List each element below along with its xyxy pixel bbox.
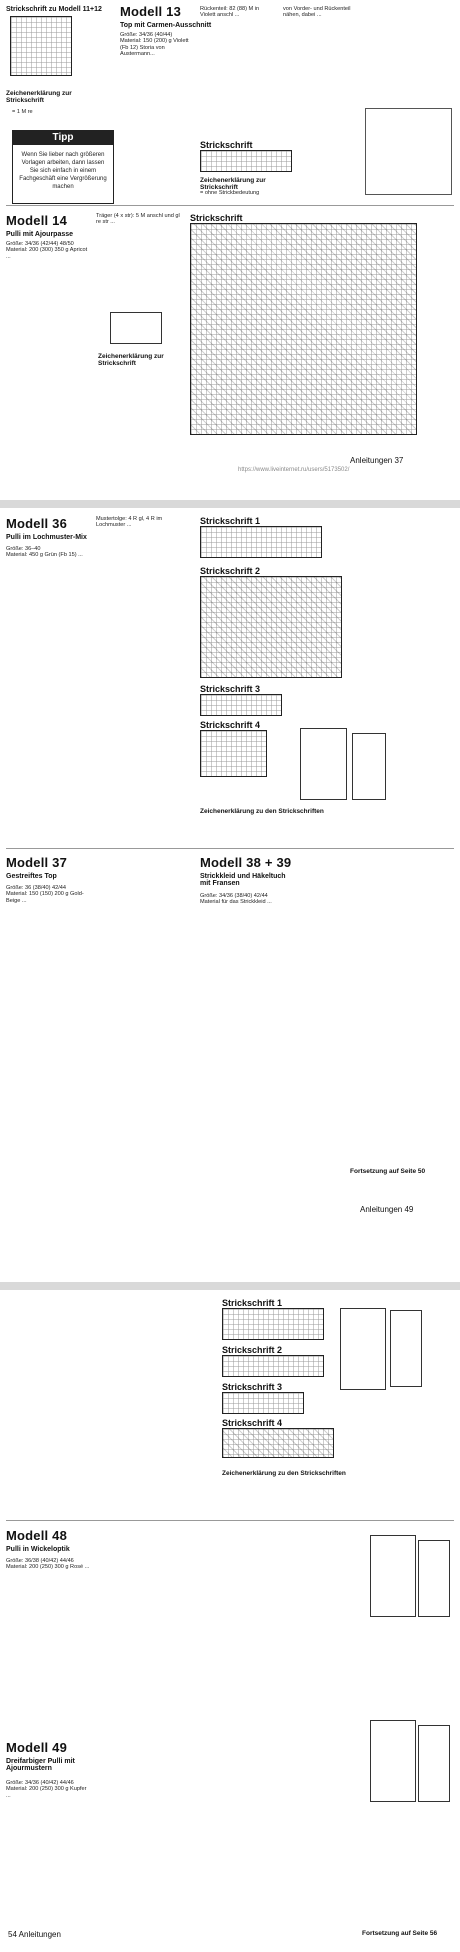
p54-chart-4 <box>222 1428 334 1458</box>
fortsetzung-49: Fortsetzung auf Seite 50 <box>350 1168 426 1175</box>
strickschrift-chart <box>200 150 292 172</box>
modell-36-text: Größe: 36–40 Material: 450 g Grün (Fb 15) ... <box>6 546 83 559</box>
modell-14-subtitle: Pulli mit Ajourpasse <box>6 231 74 238</box>
p54-schnitt-aermel-2 <box>418 1540 450 1617</box>
page-49 <box>0 508 460 1282</box>
p54-chart-3 <box>222 1392 304 1414</box>
modell-49-subtitle: Dreifarbiger Pulli mit Ajourmustern <box>6 1758 75 1772</box>
p54-schnitt-vorderteil-3 <box>370 1720 416 1802</box>
p54-strickschrift-4: Strickschrift 4 <box>222 1418 283 1428</box>
tip-title: Tipp <box>13 131 113 145</box>
p54-schnitt-vorderteil-2 <box>370 1535 416 1617</box>
divider <box>6 1520 454 1521</box>
tip-text: Wenn Sie lieber nach größeren Vorlagen arbeiten, dann lassen Sie sich einfach in einem Fachgeschäft eine Vergrößerung machen <box>19 152 109 190</box>
source-url: https://www.liveinternet.ru/users/5173502/ <box>238 467 350 473</box>
strickschrift-3-chart <box>200 694 282 716</box>
left-legend-title: Zeichenerklärung zur Strickschrift <box>6 90 72 104</box>
modell-37-subtitle: Gestreiftes Top <box>6 873 57 880</box>
modell-14-text: Größe: 34/36 (42/44) 48/50 Material: 200 (300) 350 g Apricot ... <box>6 241 88 260</box>
page-separator <box>0 500 460 508</box>
strickschrift-2-chart <box>200 576 342 678</box>
modell-14-text-2: Träger (4 x str): 5 M anschl und gl re str ... <box>96 213 182 226</box>
strickschrift-1-chart <box>200 526 322 558</box>
p54-col3b-text <box>186 1528 270 1928</box>
modell-14-title: Modell 14 <box>6 213 68 228</box>
modell-48-title: Modell 48 <box>6 1528 68 1543</box>
strickschrift-2-title: Strickschrift 2 <box>200 566 261 576</box>
p54-col2-text <box>96 1298 180 1508</box>
modell-36-text-2: Mustertolge: 4 R gl, 4 R im Lochmuster ... <box>96 516 164 529</box>
p54-strickschrift-2: Strickschrift 2 <box>222 1345 283 1355</box>
p54-col2b-text <box>96 1528 180 1928</box>
p54-chart-2 <box>222 1355 324 1377</box>
modell-13-title: Modell 13 <box>120 4 182 19</box>
modell-38-39-text: Größe: 34/36 (38/40) 42/44 Material für das Strickkleid ... <box>200 893 272 906</box>
schnitt-aermel <box>352 733 386 800</box>
modell-38-39-subtitle: Strickkleid und Häkeltuch mit Fransen <box>200 873 286 887</box>
p54-schnitt-vorderteil <box>340 1308 386 1390</box>
schnitt-vorderteil <box>300 728 347 800</box>
pattern-legend-item: = ohne Strickbedeutung <box>200 190 260 196</box>
strickschrift-3-title: Strickschrift 3 <box>200 684 261 694</box>
modell-36-title: Modell 36 <box>6 516 68 531</box>
p54-legend-title: Zeichenerklärung zu den Strickschriften <box>222 1470 346 1477</box>
modell-14-legend-items <box>98 371 183 446</box>
p54-chart-1 <box>222 1308 324 1340</box>
p54-schnitt-aermel-3 <box>418 1725 450 1802</box>
p54-strickschrift-1: Strickschrift 1 <box>222 1298 283 1308</box>
page-footer-54: 54 Anleitungen <box>8 1930 61 1939</box>
modell-49-text: Größe: 34/36 (40/42) 44/46 Material: 200 (250) 300 g Kupfer ... <box>6 1780 87 1799</box>
fortsetzung-54: Fortsetzung auf Seite 56 <box>362 1930 438 1937</box>
page-footer-49: Anleitungen 49 <box>360 1205 414 1214</box>
divider <box>6 205 454 206</box>
modell-48-text: Größe: 36/38 (40/42) 44/46 Material: 200 (250) 300 g Rosé ... <box>6 1558 90 1571</box>
modell-38-39-title: Modell 38 + 39 <box>200 855 292 870</box>
page-37 <box>0 0 460 500</box>
p54-col1-text <box>6 1298 90 1508</box>
modell-49-title: Modell 49 <box>6 1740 68 1755</box>
strickschrift-title: Strickschrift <box>200 140 253 150</box>
strickschrift-1-title: Strickschrift 1 <box>200 516 261 526</box>
modell-14-legend-title: Zeichenerklärung zur Strickschrift <box>98 353 164 367</box>
divider <box>6 848 454 849</box>
modell-48-subtitle: Pulli in Wickeloptik <box>6 1546 70 1553</box>
page-54 <box>0 1290 460 1952</box>
modell-37-title: Modell 37 <box>6 855 68 870</box>
ajour-knitting-chart <box>190 223 417 435</box>
schnitt-diagram-14 <box>110 312 162 344</box>
legend-item: = 1 M re <box>12 109 33 115</box>
modell-37-text: Größe: 36 (38/40) 42/44 Material: 150 (150) 200 g Gold-Beige ... <box>6 885 84 904</box>
modell-13-text-3: von Vorder- und Rückenteil nähen, dabei ... <box>283 6 353 19</box>
tip-box <box>12 130 114 204</box>
pattern-legend-title: Zeichenerklärung zur Strickschrift <box>200 177 266 191</box>
p54-strickschrift-3: Strickschrift 3 <box>222 1382 283 1392</box>
strickschrift-4-chart <box>200 730 267 777</box>
modell-38-39-text-2 <box>290 855 450 1095</box>
p54-col4b-text <box>276 1528 360 1928</box>
modell-36-subtitle: Pulli im Lochmuster-Mix <box>6 534 87 541</box>
legend-title: Zeichenerklärung zu den Strickschriften <box>200 808 324 815</box>
knitting-chart-11-12 <box>10 16 72 76</box>
strickschrift-4-title: Strickschrift 4 <box>200 720 261 730</box>
page-footer-37: Anleitungen 37 <box>350 456 404 465</box>
p54-schnitt-aermel <box>390 1310 422 1387</box>
m14-strickschrift-title: Strickschrift <box>190 213 243 223</box>
left-chart-title: Strickschrift zu Modell 11+12 <box>6 6 102 13</box>
schnitt-diagram-13 <box>365 108 452 195</box>
modell-13-text-2: Rückenteil: 82 (88) M in Violett anschl ... <box>200 6 261 19</box>
modell-13-subtitle: Top mit Carmen-Ausschnitt <box>120 22 212 29</box>
page-separator <box>0 1282 460 1290</box>
modell-13-text: Größe: 34/36 (40/44) Material: 150 (200) g Violett (Fb 12) Storia von Austermann... <box>120 32 189 57</box>
